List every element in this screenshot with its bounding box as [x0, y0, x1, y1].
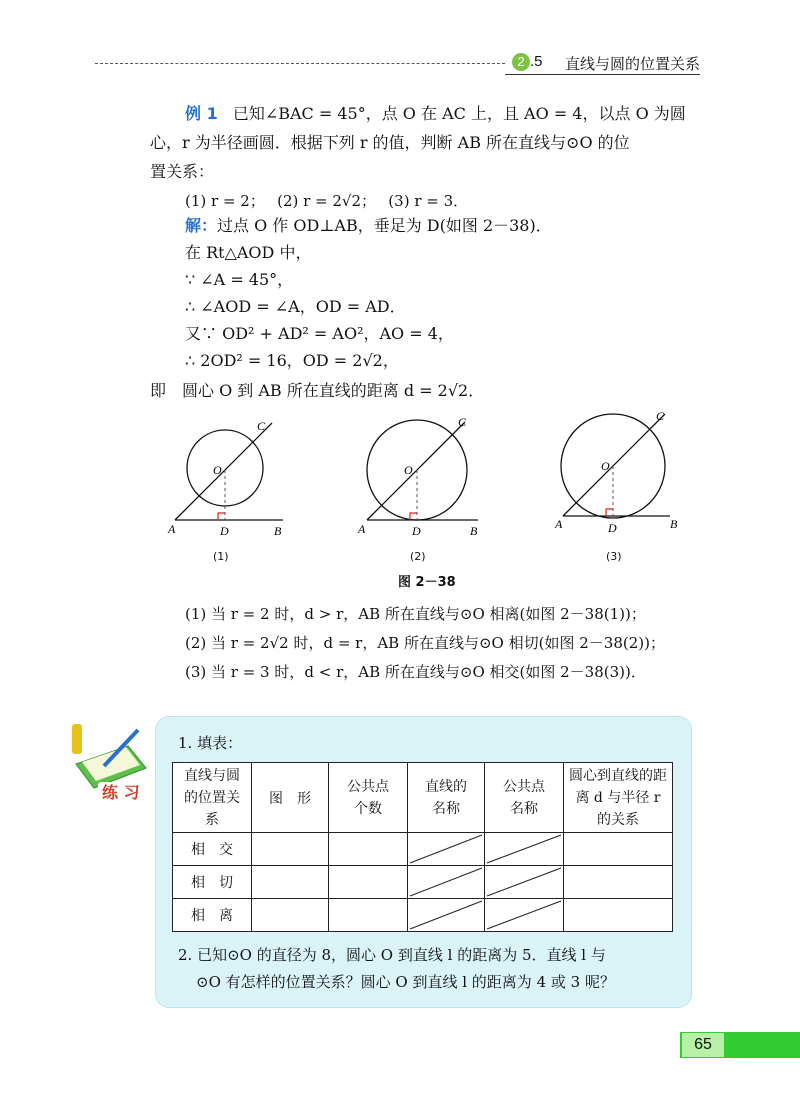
- label-a: A: [358, 522, 366, 536]
- label-c: C: [656, 409, 665, 423]
- exercise-q2-line-2: ⊙O 有怎样的位置关系？圆心 O 到直线 l 的距离为 4 或 3 呢？: [196, 973, 615, 991]
- label-a: A: [555, 517, 563, 531]
- header-cell: 图 形: [252, 763, 329, 833]
- label-b: B: [274, 524, 282, 538]
- page-number: 65: [682, 1033, 724, 1057]
- badge-label: 练 习: [102, 783, 140, 802]
- figure-caption: 图 2－38: [398, 575, 456, 590]
- diag-cell[interactable]: [485, 866, 564, 899]
- figure-1: [167, 419, 283, 538]
- label-a: A: [168, 522, 176, 536]
- exercise-badge: [58, 716, 154, 806]
- result-line: (1) 当 r = 2 时，d > r，AB 所在直线与⊙O 相离(如图 2－38(1))；: [185, 605, 646, 623]
- example-cases: (1) r = 2； (2) r = 2√2； (3) r = 3．: [185, 192, 469, 210]
- figure-3: [554, 409, 678, 535]
- result-line: (3) 当 r = 3 时，d < r，AB 所在直线与⊙O 相交(如图 2－38(3))．: [185, 663, 646, 681]
- label-o: O: [213, 463, 222, 477]
- table-header-row: [173, 763, 673, 833]
- blank-cell[interactable]: [329, 833, 408, 866]
- header-cell: 公共点名称: [485, 763, 564, 833]
- section-title: 直线与圆的位置关系: [565, 55, 701, 73]
- solution-step: ∵ ∠A = 45°，: [185, 270, 294, 289]
- table-row: [173, 899, 673, 932]
- header-underline: [505, 74, 700, 75]
- header-cell: 公共点个数: [329, 763, 408, 833]
- solution-step: ∴ 2OD² = 16，OD = 2√2，: [185, 351, 399, 370]
- example-line-3: 置关系：: [150, 162, 215, 181]
- label-d: D: [608, 521, 617, 535]
- diag-cell[interactable]: [408, 899, 485, 932]
- exercise-q2-line-1: 2. 已知⊙O 的直径为 8，圆心 O 到直线 l 的距离为 5．直线 l 与: [178, 946, 606, 964]
- figure-2-38: [160, 408, 700, 568]
- solution-step: ∴ ∠AOD = ∠A，OD = AD．: [185, 297, 406, 316]
- label-d: D: [412, 524, 421, 538]
- subcaption-3: (3): [606, 550, 622, 563]
- solution-line: [185, 215, 552, 237]
- eraser-icon: [72, 724, 82, 754]
- solution-label: 解：: [185, 216, 218, 235]
- blank-cell[interactable]: [564, 899, 673, 932]
- diag-cell[interactable]: [485, 899, 564, 932]
- solution-text: 过点 O 作 OD⊥AB，垂足为 D(如图 2－38)．: [217, 216, 552, 235]
- label-o: O: [404, 463, 413, 477]
- table-row: [173, 833, 673, 866]
- blank-cell[interactable]: [252, 833, 329, 866]
- label-b: B: [470, 524, 478, 538]
- section-number-rest: .5: [530, 53, 543, 70]
- blank-cell[interactable]: [564, 866, 673, 899]
- solution-conclusion: 即 圆心 O 到 AB 所在直线的距离 d = 2√2．: [150, 381, 485, 400]
- right-angle-mark: [606, 509, 613, 516]
- exercise-table: [172, 762, 673, 932]
- solution-step: 又∵ OD² + AD² = AO²，AO = 4，: [185, 324, 454, 343]
- diag-cell[interactable]: [485, 833, 564, 866]
- section-number: [512, 53, 543, 71]
- line-ac: [367, 422, 465, 520]
- right-angle-mark: [218, 513, 225, 520]
- figure-2: [357, 415, 478, 538]
- label-d: D: [220, 524, 229, 538]
- blank-cell[interactable]: [252, 899, 329, 932]
- section-number-circle: 2: [512, 53, 530, 71]
- header-cell: 直线的名称: [408, 763, 485, 833]
- blank-cell[interactable]: [329, 866, 408, 899]
- blank-cell[interactable]: [329, 899, 408, 932]
- subcaption-1: (1): [213, 550, 229, 563]
- row-label: 相 交: [173, 833, 252, 866]
- row-label: 相 切: [173, 866, 252, 899]
- table-row: [173, 866, 673, 899]
- example-line-1: [185, 103, 686, 125]
- header-rule: [95, 63, 505, 64]
- label-c: C: [458, 415, 467, 429]
- header-cell: 圆心到直线的距离 d 与半径 r 的关系: [564, 763, 673, 833]
- example-line-2: 心，r 为半径画圆．根据下列 r 的值，判断 AB 所在直线与⊙O 的位: [150, 133, 630, 152]
- header-cell: 直线与圆的位置关系: [173, 763, 252, 833]
- example-label: 例 1: [185, 104, 218, 123]
- blank-cell[interactable]: [252, 866, 329, 899]
- result-line: (2) 当 r = 2√2 时，d = r，AB 所在直线与⊙O 相切(如图 2－38(2))；: [185, 634, 665, 652]
- exercise-q1: 1. 填表：: [178, 734, 243, 752]
- blank-cell[interactable]: [564, 833, 673, 866]
- subcaption-2: (2): [410, 550, 426, 563]
- example-text-1: 已知∠BAC = 45°，点 O 在 AC 上，且 AO = 4，以点 O 为圆: [232, 104, 686, 123]
- solution-step: 在 Rt△AOD 中，: [185, 243, 312, 262]
- diag-cell[interactable]: [408, 866, 485, 899]
- right-angle-mark: [410, 513, 417, 520]
- label-c: C: [257, 419, 266, 433]
- label-o: O: [601, 459, 610, 473]
- label-b: B: [670, 517, 678, 531]
- line-ac: [563, 414, 665, 516]
- row-label: 相 离: [173, 899, 252, 932]
- diag-cell[interactable]: [408, 833, 485, 866]
